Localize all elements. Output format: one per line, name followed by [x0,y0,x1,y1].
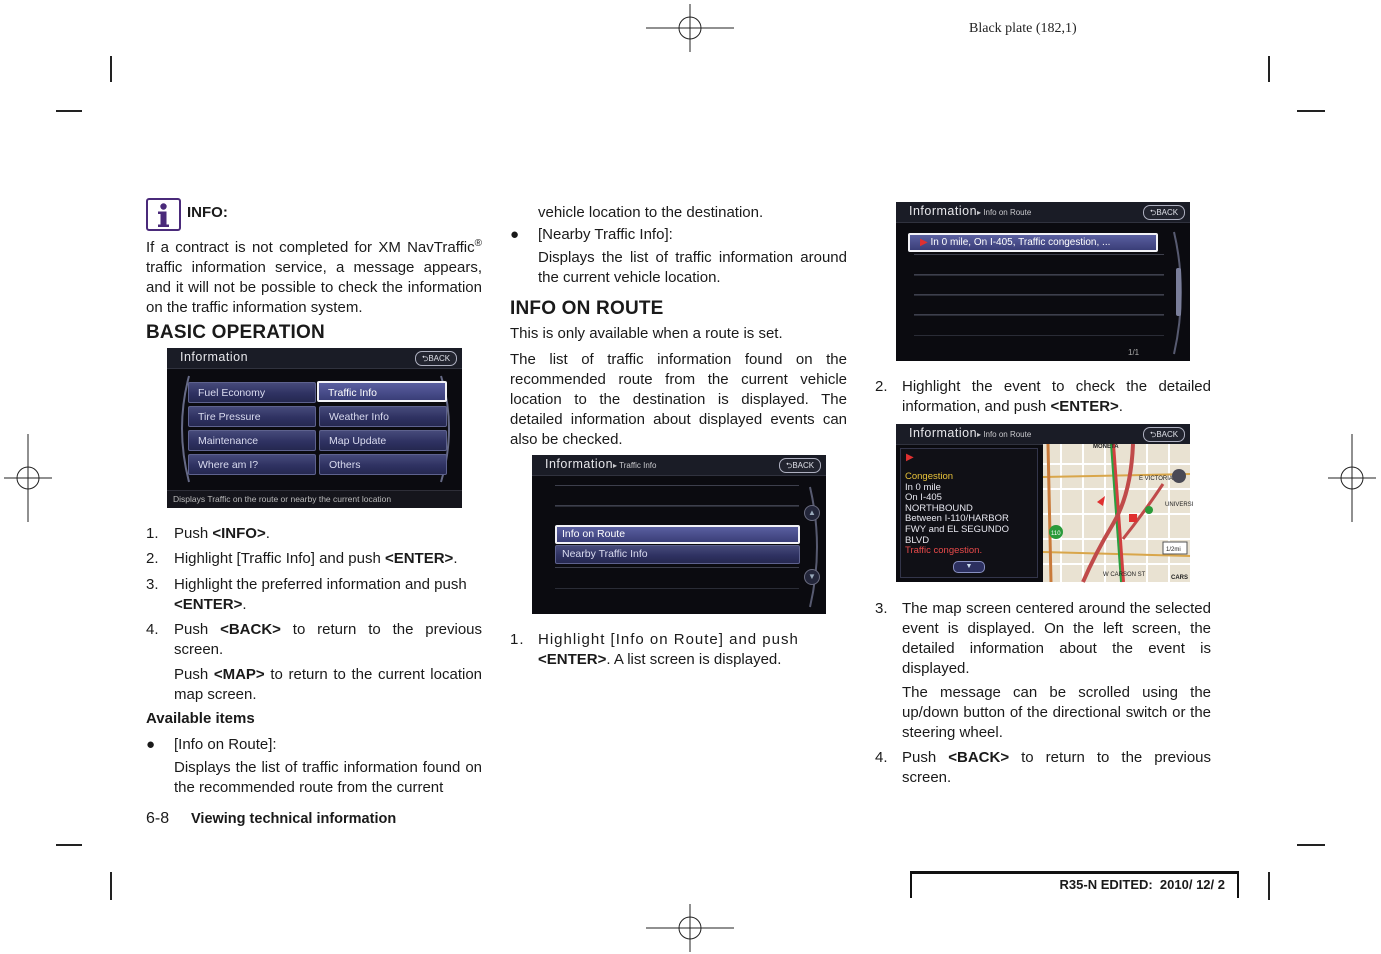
list-row [914,254,1164,276]
bullet-info-on-route: ● [Info on Route]: [146,736,277,753]
col3-step-4: 4. Push <BACK> to return to the previous screen. [875,749,1212,786]
bullet-info-on-route-text-cont: vehicle location to the destination. [538,204,764,221]
screen-title: Information▸ Traffic Info [545,457,657,471]
menu-item-maintenance[interactable]: Maintenance [188,430,316,451]
detail-between: Between I-110/HARBOR [905,513,1009,525]
map-label-universi: UNIVERSI [1165,502,1194,508]
detail-distance: In 0 mile [905,481,941,493]
plate-label: Black plate (182,1) [969,21,1077,36]
screen-title: Information [180,350,249,364]
bullet-dot: ● [146,736,156,753]
screen-title: Information▸ Info on Route [909,204,1032,218]
bullet-dot: ● [510,226,520,243]
list-row [914,294,1164,316]
scroll-down-button[interactable] [953,561,985,573]
info-on-route-p2: The list of traffic information found on the recommended route from the current vehicle location to the destination is displayed. The detailed information about displayed events can also be checked. [510,351,847,448]
menu-item-where-am-i[interactable]: Where am I? [188,454,316,475]
traffic-detail-map-screen [896,424,1194,582]
section-title: Viewing technical information [191,811,397,827]
step-2: 2. Highlight [Traffic Info] and push <ENTER>. [146,550,458,567]
back-arrow-icon: ⮌ [1149,208,1157,217]
list-row [914,314,1164,336]
list-row [555,567,799,589]
flag-icon: ▶ [906,452,914,463]
bullet-info-on-route-text: Displays the list of traffic information found on the recommended route from the current [174,759,482,796]
info-icon [146,198,181,231]
map-scale: 1/2mi [1166,547,1181,553]
route-step-1-cont: <ENTER>. A list screen is displayed. [538,651,782,668]
back-button[interactable]: ⮌BACK [1143,205,1185,220]
info-on-route-p1: This is only available when a route is set. [510,325,783,342]
back-arrow-icon: ⮌ [421,354,429,363]
traffic-info-screen [532,455,826,614]
detail-panel [900,448,1038,578]
step-4: 4. Push <BACK> to return to the previous screen. [146,621,483,658]
menu-item-tire-pressure[interactable]: Tire Pressure [188,406,316,427]
col3-step-3: 3. The map screen centered around the selected event is displayed. On the left screen, the detailed information about the event is displayed. [875,600,1211,677]
detail-road: On I-405 [905,492,942,504]
list-row [914,274,1164,296]
step-3: 3. Highlight the preferred information and push <ENTER>. [146,576,467,613]
list-item-info-on-route[interactable]: Info on Route [555,525,800,544]
route-step-1: 1. Highlight [Info on Route] and push [510,631,799,648]
registration-mark-bottom [646,904,734,952]
menu-item-weather-info[interactable]: Weather Info [319,406,447,427]
info-title: INFO: [187,204,228,221]
chevron-down-icon: ▼ [808,572,816,581]
bullet-nearby-traffic-info-text: Displays the list of traffic information around the current vehicle location. [538,249,847,286]
scroll-track [1162,228,1190,358]
list-row [555,485,799,507]
back-arrow-icon: ⮌ [785,461,793,470]
step-4-note: Push <MAP> to return to the current location map screen. [174,666,483,703]
info-text: If a contract is not completed for XM NavTraffic® traffic information service, a message appears, and it will not be possible to check the information on the traffic information system. [146,238,482,316]
registered-mark: ® [474,238,482,249]
back-button[interactable]: ⮌BACK [779,458,821,473]
col3-step-3-note: The message can be scrolled using the up/down button of the directional switch or the steering wheel. [902,684,1211,741]
screen-status-bar: Displays Traffic on the route or nearby the current location [167,490,462,508]
information-menu-screen [167,348,462,508]
col3-step-2: 2. Highlight the event to check the detailed information, and push <ENTER>. [875,378,1211,415]
back-arrow-icon: ⮌ [1149,430,1157,439]
traffic-map[interactable] [1043,444,1194,582]
menu-item-traffic-info[interactable]: Traffic Info [317,381,447,402]
menu-item-others[interactable]: Others [319,454,447,475]
detail-between-3: BLVD [905,534,930,546]
edited-box [910,871,1239,898]
map-label-cars: CARS [1171,575,1189,581]
bullet-nearby-traffic-info: ● [Nearby Traffic Info]: [510,226,673,243]
detail-direction: NORTHBOUND [905,502,973,514]
list-item-nearby-traffic-info[interactable]: Nearby Traffic Info [555,545,800,564]
scroll-track [800,483,826,611]
map-label-w-carson: W CARSON ST [1103,572,1146,578]
registration-mark-left [4,434,52,522]
info-on-route-heading: INFO ON ROUTE [510,298,664,319]
menu-item-map-update[interactable]: Map Update [319,430,447,451]
page-indicator: 1/1 [1128,348,1140,357]
registration-mark-top [646,4,734,52]
map-route-shield: 110 [1051,531,1061,537]
scroll-down-button[interactable] [804,569,820,585]
back-button[interactable]: ⮌BACK [1143,427,1185,442]
detail-congestion: Congestion [905,471,954,482]
edited-stamp: R35-N EDITED: 2010/ 12/ 2 [1059,877,1225,892]
back-button[interactable]: ⮌BACK [415,351,457,366]
chevron-up-icon: ▲ [808,508,816,517]
flag-icon: ▶ [920,237,928,248]
chevron-down-icon: ▼ [965,563,973,570]
detail-event: Traffic congestion. [905,545,983,557]
registration-mark-right [1328,434,1376,522]
list-item-traffic-event[interactable]: ▶ In 0 mile, On I-405, Traffic congestion, ... [908,233,1158,252]
step-1: 1. Push <INFO>. [146,525,270,542]
info-on-route-list-screen [896,202,1190,361]
screen-title: Information▸ Info on Route [909,426,1032,440]
scroll-up-button[interactable] [804,505,820,521]
page-number: 6-8 [146,810,170,827]
available-items-heading: Available items [146,710,255,727]
detail-between-2: FWY and EL SEGUNDO [905,523,1010,535]
basic-operation-heading: BASIC OPERATION [146,322,325,343]
map-label-moneta: MONETA [1093,444,1119,450]
list-row [555,505,799,527]
map-label-e-victoria: E VICTORIA [1139,476,1173,482]
detail-lines [905,472,1009,557]
menu-item-fuel-economy[interactable]: Fuel Economy [188,382,316,403]
